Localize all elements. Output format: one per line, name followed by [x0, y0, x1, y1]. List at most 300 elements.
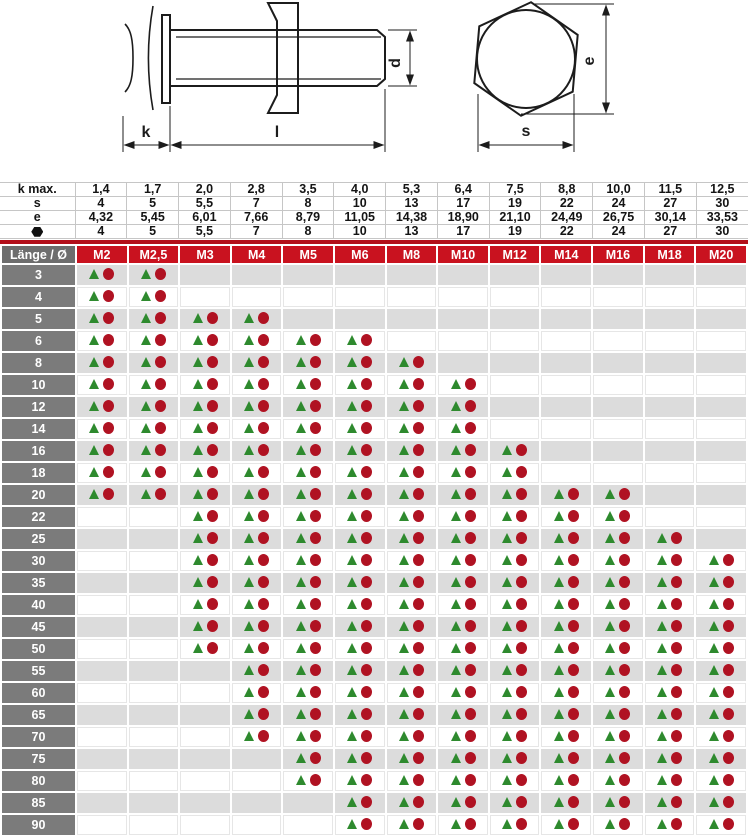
circle-marker-icon: [413, 818, 424, 830]
corner-header-laenge: Länge / Ø: [2, 246, 75, 263]
length-row-label: 90: [2, 815, 75, 835]
availability-markers: [296, 400, 321, 412]
availability-markers: [451, 642, 476, 654]
circle-marker-icon: [723, 554, 734, 566]
circle-marker-icon: [310, 686, 321, 698]
availability-markers: [89, 422, 114, 434]
hex-head-top-view-drawing: [438, 0, 698, 168]
availability-markers: [244, 730, 269, 742]
availability-markers: [657, 576, 682, 588]
availability-markers: [296, 730, 321, 742]
triangle-marker-icon: [244, 335, 254, 345]
availability-cell: [180, 705, 230, 725]
availability-cell: [541, 441, 591, 461]
availability-cell: [335, 617, 385, 637]
availability-markers: [451, 378, 476, 390]
availability-markers: [141, 334, 166, 346]
availability-markers: [244, 620, 269, 632]
triangle-marker-icon: [193, 489, 203, 499]
availability-markers: [554, 598, 579, 610]
availability-cell: [593, 507, 643, 527]
availability-cell: [129, 815, 179, 835]
availability-cell: [490, 815, 540, 835]
spec-value-cell: 24: [593, 197, 645, 211]
availability-markers: [451, 532, 476, 544]
triangle-marker-icon: [657, 731, 667, 741]
availability-cell: [593, 419, 643, 439]
availability-cell: [541, 573, 591, 593]
availability-cell: [77, 749, 127, 769]
availability-markers: [554, 730, 579, 742]
availability-cell: [490, 375, 540, 395]
availability-markers: [554, 774, 579, 786]
triangle-marker-icon: [89, 313, 99, 323]
table-row: [2, 683, 746, 703]
availability-cell: [180, 793, 230, 813]
circle-marker-icon: [258, 642, 269, 654]
availability-markers: [347, 554, 372, 566]
triangle-marker-icon: [399, 489, 409, 499]
circle-marker-icon: [516, 598, 527, 610]
triangle-marker-icon: [89, 379, 99, 389]
availability-markers: [451, 620, 476, 632]
availability-markers: [502, 532, 527, 544]
availability-cell: [129, 661, 179, 681]
availability-markers: [502, 730, 527, 742]
availability-cell: [283, 639, 333, 659]
availability-markers: [709, 752, 734, 764]
availability-markers: [399, 356, 424, 368]
availability-cell: [180, 727, 230, 747]
triangle-marker-icon: [296, 709, 306, 719]
triangle-marker-icon: [451, 819, 461, 829]
availability-cell: [283, 375, 333, 395]
triangle-marker-icon: [244, 423, 254, 433]
availability-cell: [645, 441, 695, 461]
circle-marker-icon: [155, 422, 166, 434]
triangle-marker-icon: [502, 599, 512, 609]
circle-marker-icon: [568, 620, 579, 632]
availability-cell: [387, 551, 437, 571]
availability-cell: [283, 705, 333, 725]
availability-cell: [387, 309, 437, 329]
availability-markers: [347, 708, 372, 720]
circle-marker-icon: [310, 400, 321, 412]
circle-marker-icon: [516, 774, 527, 786]
triangle-marker-icon: [141, 489, 151, 499]
triangle-marker-icon: [709, 687, 719, 697]
circle-marker-icon: [361, 532, 372, 544]
availability-markers: [296, 598, 321, 610]
availability-markers: [296, 708, 321, 720]
triangle-marker-icon: [347, 533, 357, 543]
availability-markers: [605, 510, 630, 522]
circle-marker-icon: [310, 620, 321, 632]
availability-markers: [554, 510, 579, 522]
circle-marker-icon: [568, 774, 579, 786]
availability-markers: [399, 488, 424, 500]
availability-markers: [89, 356, 114, 368]
availability-markers: [605, 532, 630, 544]
availability-markers: [502, 554, 527, 566]
availability-cell: [232, 419, 282, 439]
availability-cell: [335, 815, 385, 835]
availability-cell: [129, 507, 179, 527]
spec-value-cell: 8,8: [541, 183, 593, 197]
length-row-label: 55: [2, 661, 75, 681]
triangle-marker-icon: [296, 467, 306, 477]
length-row-label: 8: [2, 353, 75, 373]
availability-markers: [244, 642, 269, 654]
availability-cell: [77, 639, 127, 659]
spec-value-cell: 4,32: [75, 211, 127, 225]
triangle-marker-icon: [296, 643, 306, 653]
circle-marker-icon: [671, 752, 682, 764]
circle-marker-icon: [155, 466, 166, 478]
table-row: [2, 375, 746, 395]
availability-markers: [451, 708, 476, 720]
spec-value-cell: 6,01: [179, 211, 231, 225]
availability-markers: [657, 554, 682, 566]
triangle-marker-icon: [141, 445, 151, 455]
circle-marker-icon: [207, 312, 218, 324]
triangle-marker-icon: [399, 467, 409, 477]
availability-cell: [541, 529, 591, 549]
circle-marker-icon: [671, 730, 682, 742]
table-row: [2, 595, 746, 615]
triangle-marker-icon: [347, 731, 357, 741]
triangle-marker-icon: [657, 643, 667, 653]
inscribed-circle: [477, 10, 575, 108]
availability-cell: [77, 507, 127, 527]
triangle-marker-icon: [502, 665, 512, 675]
availability-cell: [490, 749, 540, 769]
circle-marker-icon: [361, 752, 372, 764]
availability-markers: [347, 378, 372, 390]
bolt-flange: [162, 15, 170, 103]
availability-cell: [387, 727, 437, 747]
availability-cell: [696, 463, 746, 483]
availability-cell: [696, 309, 746, 329]
circle-marker-icon: [155, 444, 166, 456]
availability-cell: [541, 331, 591, 351]
triangle-marker-icon: [347, 357, 357, 367]
circle-marker-icon: [207, 334, 218, 346]
availability-cell: [645, 529, 695, 549]
triangle-marker-icon: [347, 775, 357, 785]
triangle-marker-icon: [554, 621, 564, 631]
availability-cell: [129, 749, 179, 769]
availability-cell: [232, 529, 282, 549]
circle-marker-icon: [413, 532, 424, 544]
availability-markers: [244, 378, 269, 390]
triangle-marker-icon: [502, 731, 512, 741]
circle-marker-icon: [103, 488, 114, 500]
triangle-marker-icon: [141, 423, 151, 433]
triangle-marker-icon: [399, 753, 409, 763]
triangle-marker-icon: [451, 665, 461, 675]
availability-cell: [490, 617, 540, 637]
triangle-marker-icon: [296, 533, 306, 543]
spec-value-cell: 11,05: [334, 211, 386, 225]
availability-cell: [593, 793, 643, 813]
circle-marker-icon: [516, 730, 527, 742]
availability-markers: [709, 774, 734, 786]
spec-row: [0, 183, 748, 197]
triangle-marker-icon: [605, 665, 615, 675]
availability-cell: [387, 661, 437, 681]
availability-cell: [283, 815, 333, 835]
availability-cell: [438, 441, 488, 461]
circle-marker-icon: [258, 576, 269, 588]
availability-markers: [502, 664, 527, 676]
spec-value-cell: 12,5: [696, 183, 748, 197]
circle-marker-icon: [413, 400, 424, 412]
availability-cell: [283, 595, 333, 615]
availability-markers: [502, 686, 527, 698]
circle-marker-icon: [258, 466, 269, 478]
availability-markers: [451, 444, 476, 456]
availability-cell: [645, 419, 695, 439]
spec-value-cell: 17: [437, 225, 489, 239]
availability-markers: [502, 642, 527, 654]
availability-markers: [605, 664, 630, 676]
circle-marker-icon: [465, 466, 476, 478]
availability-cell: [593, 463, 643, 483]
circle-marker-icon: [361, 334, 372, 346]
length-row-label: 45: [2, 617, 75, 637]
availability-cell: [541, 309, 591, 329]
technical-drawings: [0, 0, 748, 170]
availability-markers: [193, 554, 218, 566]
circle-marker-icon: [155, 488, 166, 500]
spec-value-cell: 30,14: [644, 211, 696, 225]
availability-cell: [77, 309, 127, 329]
availability-cell: [645, 727, 695, 747]
availability-markers: [296, 334, 321, 346]
availability-markers: [347, 422, 372, 434]
triangle-marker-icon: [554, 753, 564, 763]
triangle-marker-icon: [709, 797, 719, 807]
triangle-marker-icon: [451, 555, 461, 565]
availability-markers: [244, 664, 269, 676]
triangle-marker-icon: [554, 775, 564, 785]
availability-matrix-table: [0, 244, 748, 837]
triangle-marker-icon: [399, 731, 409, 741]
availability-cell: [387, 683, 437, 703]
circle-marker-icon: [310, 510, 321, 522]
triangle-marker-icon: [347, 665, 357, 675]
triangle-marker-icon: [296, 621, 306, 631]
circle-marker-icon: [619, 686, 630, 698]
triangle-marker-icon: [399, 357, 409, 367]
availability-markers: [296, 642, 321, 654]
triangle-marker-icon: [605, 643, 615, 653]
table-row: [2, 287, 746, 307]
availability-markers: [347, 334, 372, 346]
availability-cell: [541, 771, 591, 791]
availability-cell: [335, 353, 385, 373]
availability-cell: [541, 815, 591, 835]
availability-cell: [77, 683, 127, 703]
spec-value-cell: 8: [282, 225, 334, 239]
circle-marker-icon: [671, 664, 682, 676]
triangle-marker-icon: [193, 423, 203, 433]
spec-value-cell: 19: [489, 197, 541, 211]
availability-markers: [244, 466, 269, 478]
spec-value-cell: 2,0: [179, 183, 231, 197]
availability-cell: [387, 507, 437, 527]
availability-markers: [141, 422, 166, 434]
triangle-marker-icon: [451, 643, 461, 653]
circle-marker-icon: [310, 378, 321, 390]
triangle-marker-icon: [451, 709, 461, 719]
triangle-marker-icon: [244, 533, 254, 543]
availability-markers: [399, 598, 424, 610]
circle-marker-icon: [723, 774, 734, 786]
availability-cell: [129, 573, 179, 593]
availability-cell: [232, 661, 282, 681]
triangle-marker-icon: [554, 555, 564, 565]
availability-markers: [141, 378, 166, 390]
circle-marker-icon: [465, 400, 476, 412]
table-row: [2, 331, 746, 351]
triangle-marker-icon: [605, 489, 615, 499]
triangle-marker-icon: [451, 599, 461, 609]
spec-value-cell: 7: [230, 225, 282, 239]
availability-cell: [696, 331, 746, 351]
availability-markers: [451, 774, 476, 786]
circle-marker-icon: [619, 708, 630, 720]
availability-cell: [77, 815, 127, 835]
circle-marker-icon: [465, 378, 476, 390]
availability-markers: [244, 598, 269, 610]
availability-cell: [180, 507, 230, 527]
availability-cell: [180, 397, 230, 417]
availability-cell: [283, 727, 333, 747]
length-row-label: 22: [2, 507, 75, 527]
availability-markers: [605, 818, 630, 830]
availability-cell: [283, 441, 333, 461]
triangle-marker-icon: [193, 511, 203, 521]
availability-markers: [296, 576, 321, 588]
circle-marker-icon: [361, 818, 372, 830]
availability-markers: [709, 598, 734, 610]
availability-markers: [347, 730, 372, 742]
availability-markers: [347, 466, 372, 478]
availability-cell: [283, 419, 333, 439]
availability-markers: [141, 466, 166, 478]
circle-marker-icon: [413, 554, 424, 566]
availability-cell: [335, 639, 385, 659]
availability-cell: [335, 705, 385, 725]
table-row: [2, 793, 746, 813]
availability-markers: [451, 400, 476, 412]
availability-cell: [180, 309, 230, 329]
availability-cell: [335, 573, 385, 593]
availability-cell: [645, 639, 695, 659]
availability-markers: [296, 620, 321, 632]
circle-marker-icon: [155, 334, 166, 346]
triangle-marker-icon: [451, 621, 461, 631]
circle-marker-icon: [723, 730, 734, 742]
availability-cell: [490, 331, 540, 351]
circle-marker-icon: [207, 400, 218, 412]
circle-marker-icon: [310, 334, 321, 346]
triangle-marker-icon: [657, 555, 667, 565]
availability-markers: [605, 686, 630, 698]
availability-cell: [541, 661, 591, 681]
availability-cell: [77, 529, 127, 549]
availability-cell: [593, 639, 643, 659]
triangle-marker-icon: [709, 555, 719, 565]
circle-marker-icon: [516, 818, 527, 830]
triangle-marker-icon: [657, 709, 667, 719]
circle-marker-icon: [568, 818, 579, 830]
triangle-marker-icon: [605, 753, 615, 763]
length-row-label: 40: [2, 595, 75, 615]
availability-cell: [129, 793, 179, 813]
availability-markers: [399, 378, 424, 390]
triangle-marker-icon: [502, 797, 512, 807]
availability-cell: [129, 529, 179, 549]
circle-marker-icon: [310, 642, 321, 654]
availability-markers: [244, 532, 269, 544]
dimension-label-l: l: [274, 124, 280, 141]
availability-cell: [129, 265, 179, 285]
triangle-marker-icon: [244, 731, 254, 741]
availability-markers: [605, 488, 630, 500]
triangle-marker-icon: [399, 775, 409, 785]
triangle-marker-icon: [193, 467, 203, 477]
circle-marker-icon: [723, 664, 734, 676]
availability-markers: [296, 488, 321, 500]
circle-marker-icon: [310, 466, 321, 478]
triangle-marker-icon: [554, 665, 564, 675]
circle-marker-icon: [103, 290, 114, 302]
availability-cell: [180, 683, 230, 703]
availability-markers: [347, 664, 372, 676]
availability-cell: [77, 771, 127, 791]
availability-cell: [77, 419, 127, 439]
triangle-marker-icon: [554, 797, 564, 807]
availability-cell: [490, 595, 540, 615]
availability-cell: [645, 397, 695, 417]
availability-cell: [232, 573, 282, 593]
circle-marker-icon: [361, 466, 372, 478]
spec-value-cell: 4: [75, 197, 127, 211]
circle-marker-icon: [465, 620, 476, 632]
circle-marker-icon: [413, 444, 424, 456]
circle-marker-icon: [516, 686, 527, 698]
availability-cell: [232, 375, 282, 395]
triangle-marker-icon: [347, 489, 357, 499]
availability-markers: [347, 510, 372, 522]
availability-cell: [593, 529, 643, 549]
availability-cell: [335, 441, 385, 461]
spec-value-cell: 27: [644, 197, 696, 211]
triangle-marker-icon: [657, 533, 667, 543]
circle-marker-icon: [258, 400, 269, 412]
availability-cell: [283, 551, 333, 571]
circle-marker-icon: [465, 686, 476, 698]
triangle-marker-icon: [657, 665, 667, 675]
circle-marker-icon: [361, 444, 372, 456]
availability-cell: [387, 595, 437, 615]
triangle-marker-icon: [296, 489, 306, 499]
circle-marker-icon: [465, 488, 476, 500]
length-row-label: 5: [2, 309, 75, 329]
